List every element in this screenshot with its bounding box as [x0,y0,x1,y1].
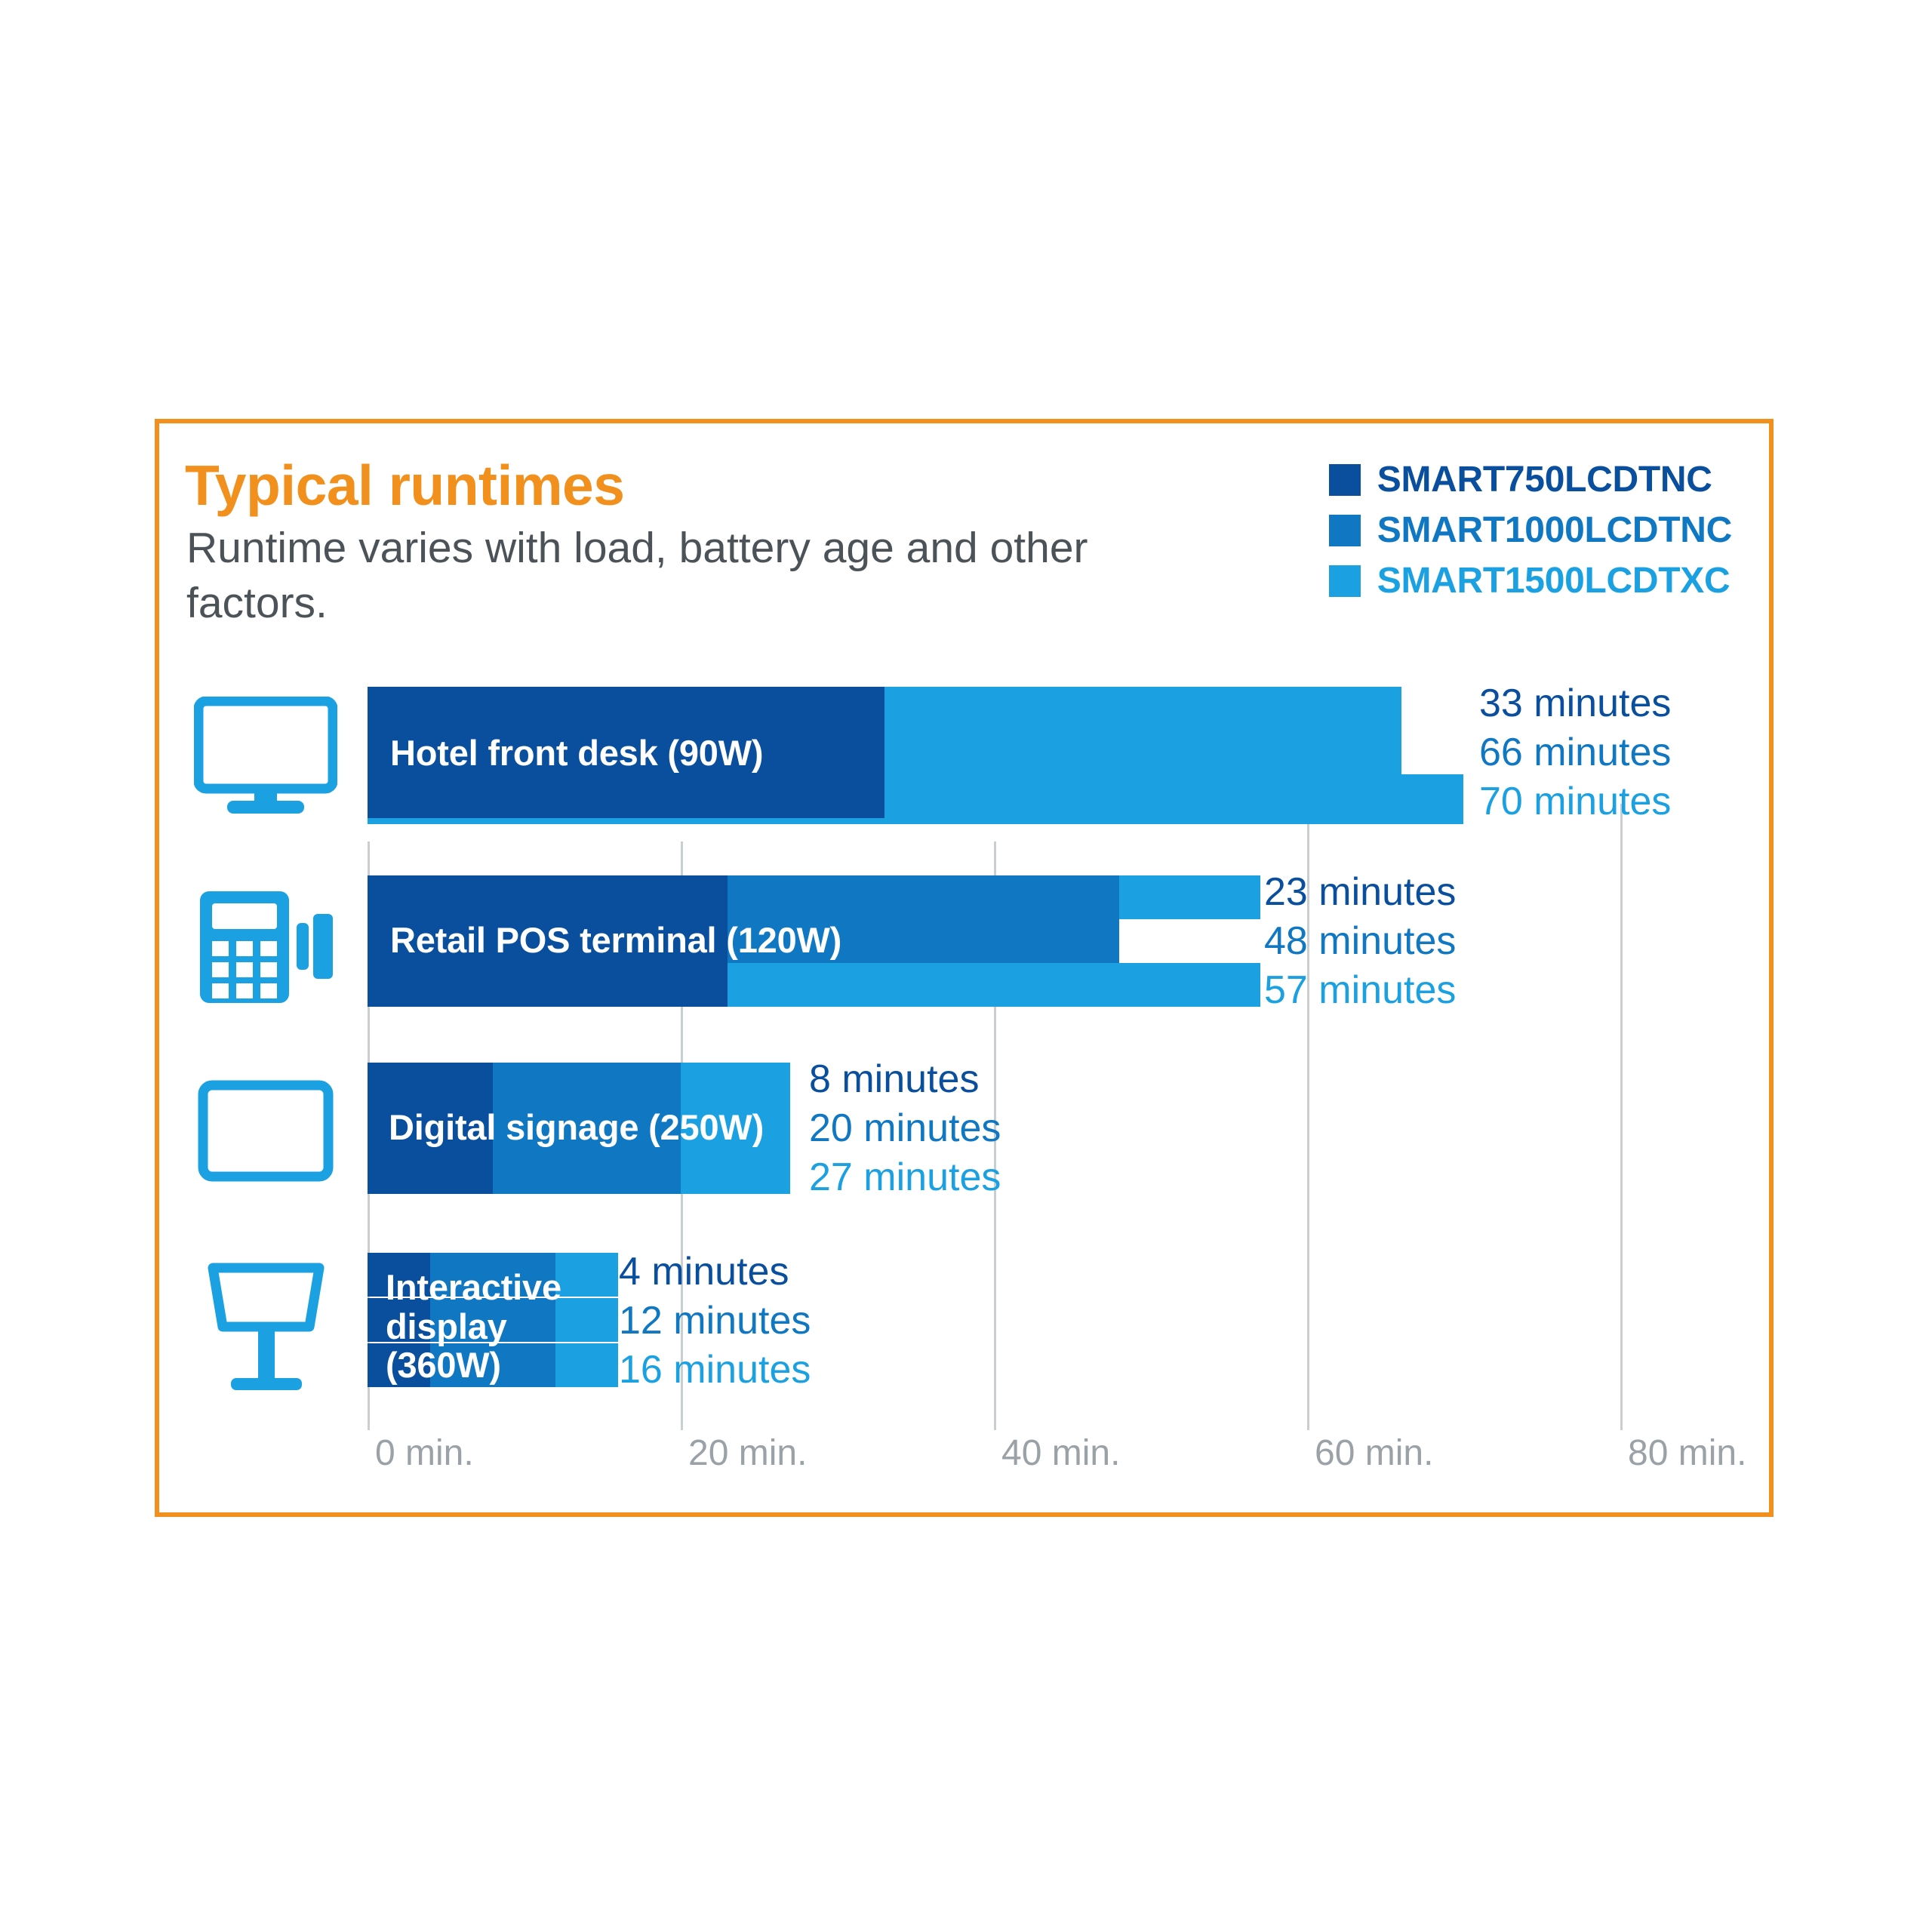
axis-tick-60min: 60 min. [1315,1433,1434,1473]
chart-group-digital-signage [0,1057,1932,1202]
value-label-hotel-smart750: 33 minutes [1479,681,1672,725]
legend-label-smart1500: SMART1500LCDTXC [1377,561,1730,601]
bar-overlay-signage-dark1 [368,1063,493,1106]
bar-segment-hotel-1500-tail [884,774,1463,818]
chart-group-interactive-display [0,1250,1932,1396]
value-label-interactive-smart750: 4 minutes [619,1250,789,1294]
bar-caption-hotel-front-desk: Hotel front desk (90W) [390,733,764,773]
chart-group-hotel-front-desk [0,681,1932,826]
digital-signage-icon [190,1070,341,1191]
chart-group-retail-pos [0,870,1932,1015]
value-label-signage-smart1000: 20 minutes [809,1106,1001,1150]
value-label-signage-smart750: 8 minutes [809,1057,980,1101]
interactive-display-icon [190,1253,341,1396]
axis-tick-20min: 20 min. [688,1433,808,1473]
value-label-retail-smart750: 23 minutes [1264,870,1457,914]
pos-terminal-icon [190,875,341,1015]
value-label-hotel-smart1500: 70 minutes [1479,780,1672,823]
bar-caption-digital-signage: Digital signage (250W) [389,1107,764,1147]
value-label-retail-smart1500: 57 minutes [1264,968,1457,1012]
bar-overlay-hotel-1500 [368,774,884,818]
bar-overlay-signage-dark3 [368,1150,493,1194]
bar-segment-hotel-1000-tail [884,731,1401,774]
bar-segment-hotel-top-tail [884,687,1401,731]
value-label-retail-smart1000: 48 minutes [1264,919,1457,963]
bar-segment-retail-mid [728,875,1119,919]
legend-label-smart750: SMART750LCDTNC [1377,460,1712,500]
page-subtitle: Runtime varies with load, battery age and other factors. [186,524,1088,627]
page-title: Typical runtimes [185,454,625,517]
axis-tick-40min: 40 min. [1001,1433,1121,1473]
bar-overlay-hotel-750 [368,687,884,731]
bar-caption-interactive-display: Interactive display (360W) [386,1267,561,1386]
bar-stack-hotel-front-desk [368,687,1575,826]
bar-overlay-retail-750 [368,875,728,919]
axis-tick-80min: 80 min. [1628,1433,1747,1473]
value-label-interactive-smart1000: 12 minutes [619,1299,811,1343]
bar-overlay-retail-1500 [368,963,728,1007]
axis-tick-0min: 0 min. [375,1433,474,1473]
bar-caption-retail-pos: Retail POS terminal (120W) [390,920,842,960]
value-label-interactive-smart1500: 16 minutes [619,1348,811,1392]
value-label-hotel-smart1000: 66 minutes [1479,731,1672,774]
monitor-icon [190,694,341,819]
legend-label-smart1000: SMART1000LCDTNC [1377,510,1732,550]
bar-stack-digital-signage [368,1063,820,1202]
value-label-signage-smart1500: 27 minutes [809,1155,1001,1199]
